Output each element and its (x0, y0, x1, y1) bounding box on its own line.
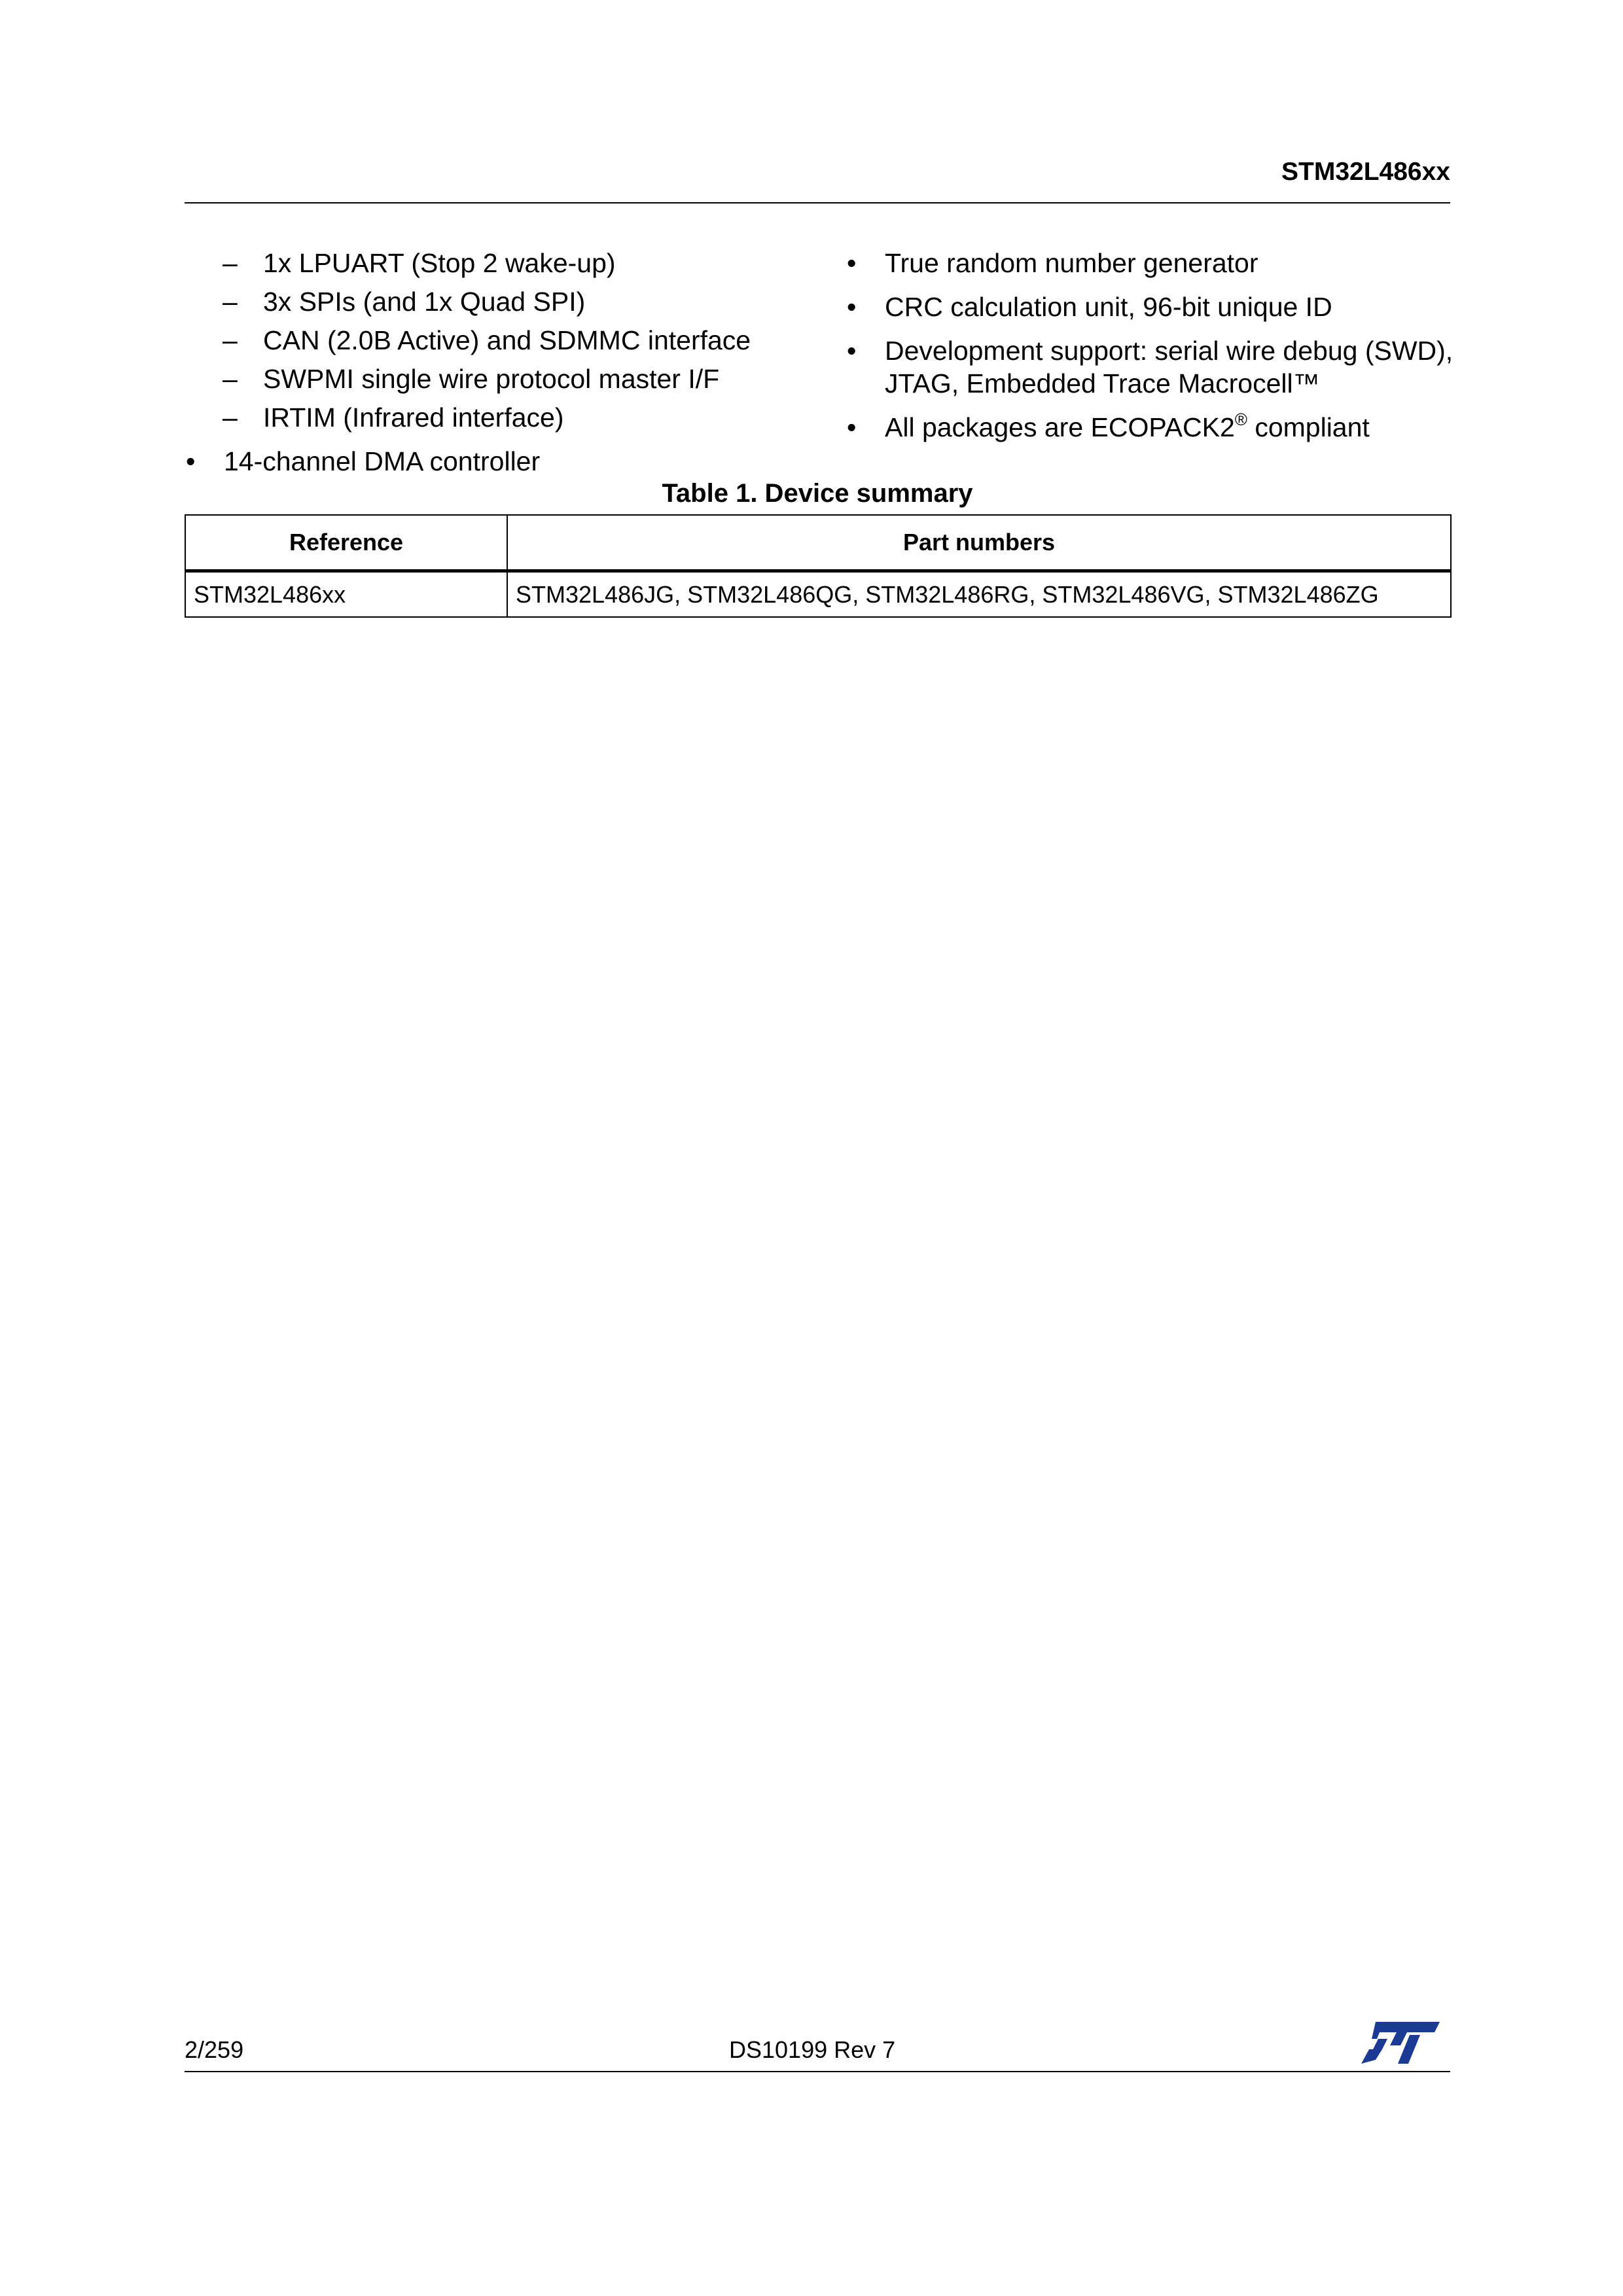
list-item: – 3x SPIs (and 1x Quad SPI) (263, 285, 751, 318)
footer-rule (185, 2071, 1450, 2072)
list-item: – SWPMI single wire protocol master I/F (263, 362, 751, 395)
list-item: – IRTIM (Infrared interface) (263, 401, 751, 434)
part-numbers-cell: STM32L486JG, STM32L486QG, STM32L486RG, STM32L486VG, STM32L486ZG (507, 571, 1451, 618)
page-number: 2/259 (185, 2036, 244, 2063)
interface-sub-list (263, 247, 751, 440)
document-revision: DS10199 Rev 7 (729, 2036, 896, 2063)
table-header-row (185, 515, 1451, 571)
column-header-part-numbers: Part numbers (507, 515, 1451, 571)
list-item: • True random number generator (885, 247, 1461, 279)
list-item: – 1x LPUART (Stop 2 wake-up) (263, 247, 751, 279)
device-summary-table (185, 514, 1452, 618)
column-header-reference: Reference (185, 515, 507, 571)
header-rule (185, 202, 1450, 203)
registered-mark: ® (1234, 410, 1247, 430)
right-bullet-list (885, 247, 1461, 455)
ecopack-suffix: compliant (1247, 412, 1370, 442)
document-title: STM32L486xx (1281, 158, 1450, 186)
table-row (185, 571, 1451, 618)
st-logo-icon (1361, 2019, 1441, 2066)
ecopack-text: All packages are ECOPACK2 (885, 412, 1235, 442)
reference-cell: STM32L486xx (185, 571, 507, 618)
list-item-ecopack (885, 411, 1461, 444)
list-item: • Development support: serial wire debug (SWD), JTAG, Embedded Trace Macrocell™ (885, 334, 1461, 400)
list-item: • CRC calculation unit, 96-bit unique ID (885, 291, 1461, 323)
table-caption: Table 1. Device summary (662, 479, 973, 508)
list-item: – CAN (2.0B Active) and SDMMC interface (263, 324, 751, 357)
left-bullet-list (224, 445, 540, 478)
list-item: • 14-channel DMA controller (224, 445, 540, 478)
